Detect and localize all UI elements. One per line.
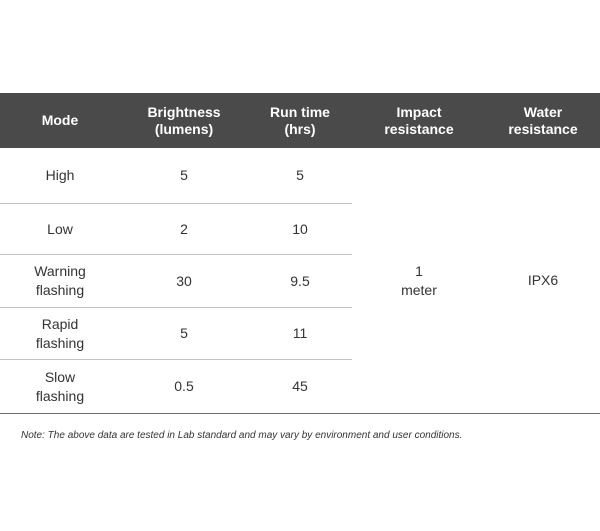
- header-impact-resistance: Impact resistance: [352, 93, 486, 148]
- header-mode: Mode: [0, 93, 120, 148]
- cell-brightness: 5: [120, 308, 248, 360]
- table-header-row: [0, 93, 600, 148]
- cell-run-time: 11: [248, 308, 352, 360]
- footnote: Note: The above data are tested in Lab standard and may vary by environment and user conditions.: [21, 430, 463, 441]
- cell-run-time: 9.5: [248, 255, 352, 308]
- cell-brightness: 5: [120, 148, 248, 204]
- spec-table: [0, 93, 600, 414]
- cell-run-time: 5: [248, 148, 352, 204]
- header-water-resistance: Water resistance: [486, 93, 600, 148]
- cell-water-resistance: IPX6: [486, 148, 600, 414]
- table-row: [0, 148, 600, 204]
- cell-mode: Rapid flashing: [0, 308, 120, 360]
- header-brightness: Brightness (lumens): [120, 93, 248, 148]
- cell-run-time: 45: [248, 360, 352, 414]
- cell-mode: Low: [0, 204, 120, 255]
- header-run-time: Run time (hrs): [248, 93, 352, 148]
- cell-brightness: 30: [120, 255, 248, 308]
- cell-run-time: 10: [248, 204, 352, 255]
- cell-mode: High: [0, 148, 120, 204]
- cell-impact-resistance: 1 meter: [352, 148, 486, 414]
- cell-mode: Warning flashing: [0, 255, 120, 308]
- cell-brightness: 0.5: [120, 360, 248, 414]
- cell-mode: Slow flashing: [0, 360, 120, 414]
- cell-brightness: 2: [120, 204, 248, 255]
